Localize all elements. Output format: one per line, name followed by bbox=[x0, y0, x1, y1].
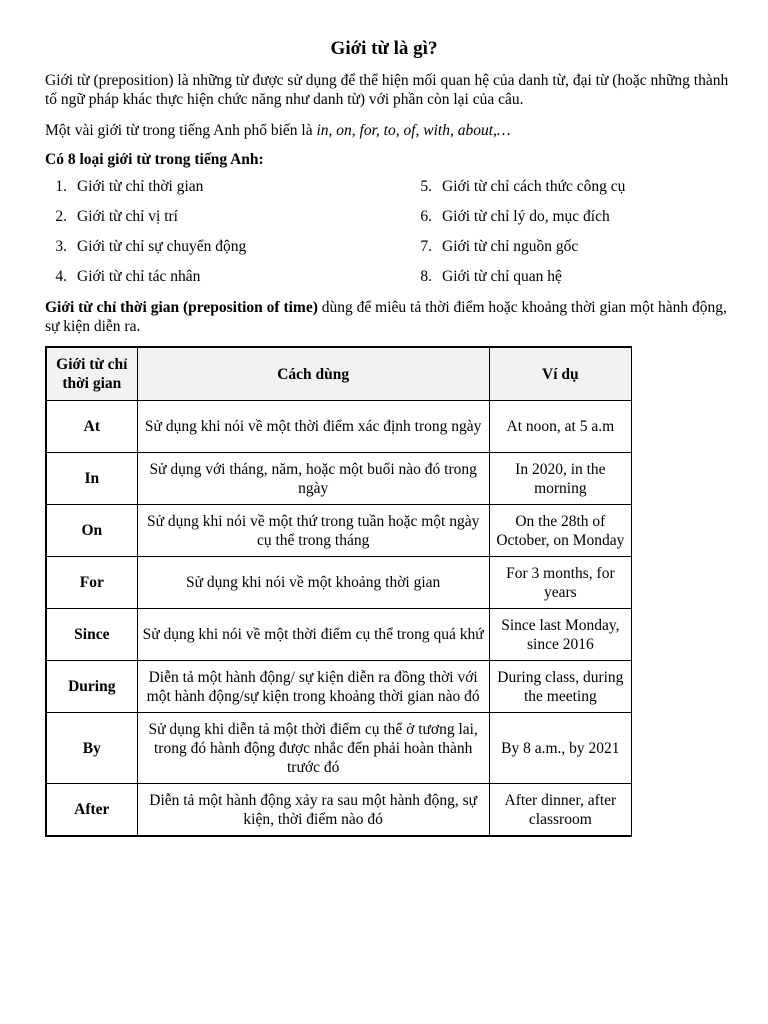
table-row bbox=[46, 505, 632, 557]
header-example: Ví dụ bbox=[489, 347, 631, 401]
table-row bbox=[46, 401, 632, 453]
time-prepositions-table bbox=[45, 346, 632, 837]
cell-example: After dinner, after classroom bbox=[489, 784, 631, 837]
list-item: 4. Giới từ chỉ tác nhân bbox=[55, 268, 201, 285]
cell-preposition: After bbox=[46, 784, 137, 837]
table-row bbox=[46, 661, 632, 713]
cell-usage: Sử dụng khi nói về một thời điểm xác định trong ngày bbox=[137, 401, 489, 453]
cell-example: For 3 months, for years bbox=[489, 557, 631, 609]
common-prefix: Một vài giới từ trong tiếng Anh phổ biến là bbox=[45, 122, 317, 139]
table-row bbox=[46, 453, 632, 505]
cell-usage: Sử dụng khi nói về một thời điểm cụ thể trong quá khứ bbox=[137, 609, 489, 661]
types-heading: Có 8 loại giới từ trong tiếng Anh: bbox=[45, 151, 264, 168]
time-section-bold: Giới từ chỉ thời gian (preposition of time) bbox=[45, 299, 318, 316]
list-item: 7. Giới từ chỉ nguồn gốc bbox=[420, 238, 579, 255]
cell-preposition: For bbox=[46, 557, 137, 609]
intro-paragraph: Giới từ (preposition) là những từ được sử dụng để thể hiện mối quan hệ của danh từ, đại từ (hoặc những thành tố ngữ pháp khác thực hiện chức năng như danh từ) với phần còn lại của câu. bbox=[45, 72, 729, 108]
cell-preposition: Since bbox=[46, 609, 137, 661]
list-item: 5. Giới từ chỉ cách thức công cụ bbox=[420, 178, 626, 195]
list-item: 2. Giới từ chỉ vị trí bbox=[55, 208, 178, 225]
list-item: 8. Giới từ chỉ quan hệ bbox=[420, 268, 562, 285]
cell-preposition: On bbox=[46, 505, 137, 557]
cell-usage: Sử dụng với tháng, năm, hoặc một buổi nào đó trong ngày bbox=[137, 453, 489, 505]
table-row bbox=[46, 784, 632, 837]
cell-usage: Sử dụng khi diễn tả một thời điểm cụ thể ở tương lai, trong đó hành động được nhắc đến phải hoàn thành trước đó bbox=[137, 713, 489, 784]
cell-example: On the 28th of October, on Monday bbox=[489, 505, 631, 557]
table-row bbox=[46, 557, 632, 609]
cell-usage: Sử dụng khi nói về một khoảng thời gian bbox=[137, 557, 489, 609]
cell-example: By 8 a.m., by 2021 bbox=[489, 713, 631, 784]
table-row bbox=[46, 713, 632, 784]
common-examples: in, on, for, to, of, with, about,… bbox=[316, 122, 511, 139]
cell-example: During class, during the meeting bbox=[489, 661, 631, 713]
cell-preposition: By bbox=[46, 713, 137, 784]
header-usage: Cách dùng bbox=[137, 347, 489, 401]
list-item: 3. Giới từ chỉ sự chuyển động bbox=[55, 238, 247, 255]
table-header-row bbox=[46, 347, 632, 401]
page-title: Giới từ là gì? bbox=[330, 38, 438, 59]
common-prepositions-paragraph bbox=[45, 121, 730, 140]
cell-usage: Sử dụng khi nói về một thứ trong tuần hoặc một ngày cụ thể trong tháng bbox=[137, 505, 489, 557]
cell-preposition: At bbox=[46, 401, 137, 453]
table-row bbox=[46, 609, 632, 661]
cell-usage: Diễn tả một hành động xảy ra sau một hành động, sự kiện, thời điểm nào đó bbox=[137, 784, 489, 837]
header-preposition: Giới từ chỉ thời gian bbox=[46, 347, 137, 401]
cell-usage: Diễn tả một hành động/ sự kiện diễn ra đồng thời với một hành động/sự kiện trong khoảng thời gian nào đó bbox=[137, 661, 489, 713]
time-section-rest: dùng để miêu tả thời điểm hoặc khoảng thời gian một hành động, sự kiện diễn ra. bbox=[45, 299, 727, 335]
time-preposition-paragraph bbox=[45, 298, 730, 336]
cell-example: Since last Monday, since 2016 bbox=[489, 609, 631, 661]
cell-example: In 2020, in the morning bbox=[489, 453, 631, 505]
cell-preposition: In bbox=[46, 453, 137, 505]
cell-example: At noon, at 5 a.m bbox=[489, 401, 631, 453]
list-item: 6. Giới từ chỉ lý do, mục đích bbox=[420, 208, 610, 225]
cell-preposition: During bbox=[46, 661, 137, 713]
list-item: 1. Giới từ chỉ thời gian bbox=[55, 178, 204, 195]
